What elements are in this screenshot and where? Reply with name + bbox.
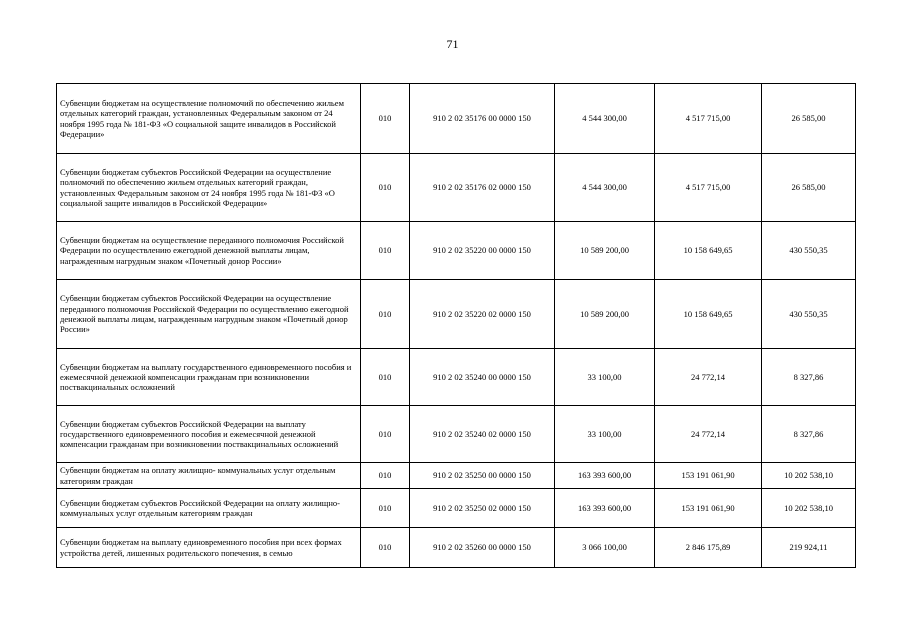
cell-code: 910 2 02 35240 02 0000 150 bbox=[410, 406, 555, 463]
cell-approved: 10 589 200,00 bbox=[555, 280, 655, 349]
cell-executed: 10 158 649,65 bbox=[655, 222, 762, 280]
cell-executed: 4 517 715,00 bbox=[655, 154, 762, 222]
table-row bbox=[57, 154, 856, 222]
budget-table bbox=[56, 83, 856, 568]
cell-admin: 010 bbox=[361, 463, 410, 489]
cell-name: Субвенции бюджетам субъектов Российской Федерации на осуществление полномочий по обеспечению жильем отдельных категорий граждан, установленных Федеральным законом от 24 ноября 1995 года № 181-ФЗ «О социальной защите инвалидов в Российской Федерации» bbox=[57, 154, 361, 222]
cell-code: 910 2 02 35250 00 0000 150 bbox=[410, 463, 555, 489]
cell-name: Субвенции бюджетам субъектов Российской Федерации на выплату государственного единовременного пособия и ежемесячной денежной компенсации гражданам при возникновении поствакцинальных осложнений bbox=[57, 406, 361, 463]
table-row bbox=[57, 349, 856, 406]
cell-code: 910 2 02 35220 02 0000 150 bbox=[410, 280, 555, 349]
cell-name: Субвенции бюджетам на выплату государственного единовременного пособия и ежемесячной денежной компенсации гражданам при возникновении поствакцинальных осложнений bbox=[57, 349, 361, 406]
cell-name: Субвенции бюджетам субъектов Российской Федерации на оплату жилищно-коммунальных услуг отдельным категориям граждан bbox=[57, 489, 361, 528]
cell-approved: 163 393 600,00 bbox=[555, 489, 655, 528]
cell-admin: 010 bbox=[361, 154, 410, 222]
table-row bbox=[57, 280, 856, 349]
cell-executed: 2 846 175,89 bbox=[655, 528, 762, 568]
cell-admin: 010 bbox=[361, 349, 410, 406]
cell-unexecuted: 26 585,00 bbox=[762, 84, 856, 154]
cell-executed: 24 772,14 bbox=[655, 406, 762, 463]
cell-approved: 4 544 300,00 bbox=[555, 84, 655, 154]
cell-executed: 24 772,14 bbox=[655, 349, 762, 406]
cell-name: Субвенции бюджетам на осуществление полномочий по обеспечению жильем отдельных категорий граждан, установленных Федеральным законом от 24 ноября 1995 года № 181-ФЗ «О социальной защите инвалидов в Российской Федерации» bbox=[57, 84, 361, 154]
table-body bbox=[57, 84, 856, 568]
cell-unexecuted: 26 585,00 bbox=[762, 154, 856, 222]
cell-unexecuted: 10 202 538,10 bbox=[762, 489, 856, 528]
cell-admin: 010 bbox=[361, 528, 410, 568]
table-row bbox=[57, 463, 856, 489]
page-number: 71 bbox=[446, 37, 459, 51]
cell-code: 910 2 02 35260 00 0000 150 bbox=[410, 528, 555, 568]
cell-admin: 010 bbox=[361, 280, 410, 349]
cell-executed: 4 517 715,00 bbox=[655, 84, 762, 154]
cell-code: 910 2 02 35176 02 0000 150 bbox=[410, 154, 555, 222]
cell-approved: 10 589 200,00 bbox=[555, 222, 655, 280]
cell-approved: 163 393 600,00 bbox=[555, 463, 655, 489]
cell-unexecuted: 8 327,86 bbox=[762, 349, 856, 406]
cell-code: 910 2 02 35240 00 0000 150 bbox=[410, 349, 555, 406]
cell-name: Субвенции бюджетам субъектов Российской Федерации на осуществление переданного полномочия Российской Федерации по осуществлению ежегодной денежной выплаты лицам, награжденным нагрудным знаком «Почетный донор России» bbox=[57, 280, 361, 349]
cell-admin: 010 bbox=[361, 406, 410, 463]
cell-code: 910 2 02 35250 02 0000 150 bbox=[410, 489, 555, 528]
table-row bbox=[57, 222, 856, 280]
cell-admin: 010 bbox=[361, 84, 410, 154]
cell-unexecuted: 8 327,86 bbox=[762, 406, 856, 463]
table-row bbox=[57, 489, 856, 528]
cell-admin: 010 bbox=[361, 489, 410, 528]
cell-approved: 4 544 300,00 bbox=[555, 154, 655, 222]
cell-executed: 153 191 061,90 bbox=[655, 463, 762, 489]
cell-code: 910 2 02 35176 00 0000 150 bbox=[410, 84, 555, 154]
cell-name: Субвенции бюджетам на осуществление переданного полномочия Российской Федерации по осуществлению ежегодной денежной выплаты лицам, награжденным нагрудным знаком «Почетный донор России» bbox=[57, 222, 361, 280]
cell-executed: 10 158 649,65 bbox=[655, 280, 762, 349]
cell-approved: 3 066 100,00 bbox=[555, 528, 655, 568]
cell-name: Субвенции бюджетам на выплату единовременного пособия при всех формах устройства детей, лишенных родительского попечения, в семью bbox=[57, 528, 361, 568]
table-row bbox=[57, 84, 856, 154]
cell-admin: 010 bbox=[361, 222, 410, 280]
cell-unexecuted: 219 924,11 bbox=[762, 528, 856, 568]
cell-unexecuted: 10 202 538,10 bbox=[762, 463, 856, 489]
cell-executed: 153 191 061,90 bbox=[655, 489, 762, 528]
cell-unexecuted: 430 550,35 bbox=[762, 222, 856, 280]
cell-unexecuted: 430 550,35 bbox=[762, 280, 856, 349]
cell-approved: 33 100,00 bbox=[555, 406, 655, 463]
table-row bbox=[57, 528, 856, 568]
cell-code: 910 2 02 35220 00 0000 150 bbox=[410, 222, 555, 280]
cell-name: Субвенции бюджетам на оплату жилищно- коммунальных услуг отдельным категориям граждан bbox=[57, 463, 361, 489]
cell-approved: 33 100,00 bbox=[555, 349, 655, 406]
table-row bbox=[57, 406, 856, 463]
